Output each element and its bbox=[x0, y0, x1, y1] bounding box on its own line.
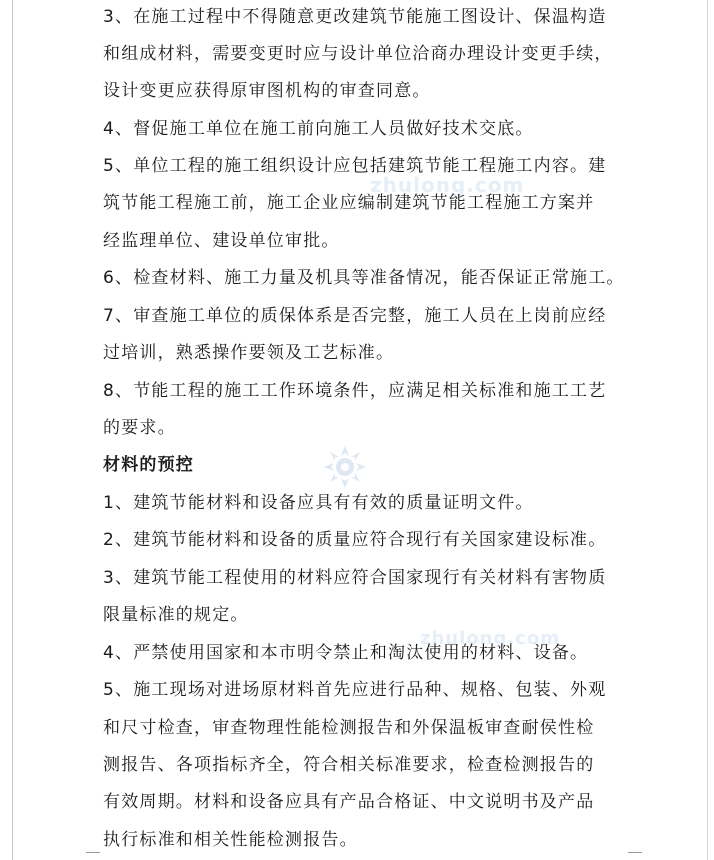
text-line: 过培训，熟悉操作要领及工艺标准。 bbox=[103, 343, 395, 363]
text-line: 限量标准的规定。 bbox=[103, 605, 249, 625]
section-heading: 材料的预控 bbox=[103, 455, 194, 475]
text-line: 和组成材料，需要变更时应与设计单位洽商办理设计变更手续， bbox=[103, 44, 613, 64]
text-line: 测报告、各项指标齐全，符合相关标准要求，检查检测报告的 bbox=[103, 755, 595, 775]
watermark-text: zhulong.com bbox=[370, 173, 525, 197]
text-line: 4、严禁使用国家和本市明令禁止和淘汰使用的材料、设备。 bbox=[103, 643, 589, 663]
text-line: 3、在施工过程中不得随意更改建筑节能施工图设计、保温构造 bbox=[103, 7, 607, 27]
page-right-edge bbox=[707, 0, 708, 860]
text-line: 筑节能工程施工前，施工企业应编制建筑节能工程施工方案并 bbox=[103, 193, 595, 213]
text-line: 7、审查施工单位的质保体系是否完整，施工人员在上岗前应经 bbox=[103, 306, 607, 326]
text-line: 和尺寸检查，审查物理性能检测报告和外保温板审查耐侯性检 bbox=[103, 718, 595, 738]
text-line: 5、单位工程的施工组织设计应包括建筑节能工程施工内容。建 bbox=[103, 156, 607, 176]
text-line: 执行标准和相关性能检测报告。 bbox=[103, 830, 358, 850]
text-line: 4、督促施工单位在施工前向施工人员做好技术交底。 bbox=[103, 119, 534, 139]
text-line: 设计变更应获得原审图机构的审查同意。 bbox=[103, 81, 431, 101]
text-line: 3、建筑节能工程使用的材料应符合国家现行有关材料有害物质 bbox=[103, 568, 607, 588]
text-line: 有效周期。材料和设备应具有产品合格证、中文说明书及产品 bbox=[103, 792, 595, 812]
page-corner-mark bbox=[628, 852, 642, 853]
page-corner-mark bbox=[86, 852, 100, 853]
watermark-text: zhulong.com bbox=[420, 628, 560, 649]
page-left-edge bbox=[12, 0, 13, 860]
text-line: 经监理单位、建设单位审批。 bbox=[103, 231, 340, 251]
text-line: 6、检查材料、施工力量及机具等准备情况，能否保证正常施工。 bbox=[103, 268, 625, 288]
text-line: 5、施工现场对进场原材料首先应进行品种、规格、包装、外观 bbox=[103, 680, 607, 700]
text-line: 的要求。 bbox=[103, 418, 176, 438]
text-line: 1、建筑节能材料和设备应具有有效的质量证明文件。 bbox=[103, 493, 534, 513]
text-line: 8、节能工程的施工工作环境条件，应满足相关标准和施工工艺 bbox=[103, 381, 607, 401]
watermark-logo-icon bbox=[322, 444, 368, 490]
text-line: 2、建筑节能材料和设备的质量应符合现行有关国家建设标准。 bbox=[103, 530, 607, 550]
